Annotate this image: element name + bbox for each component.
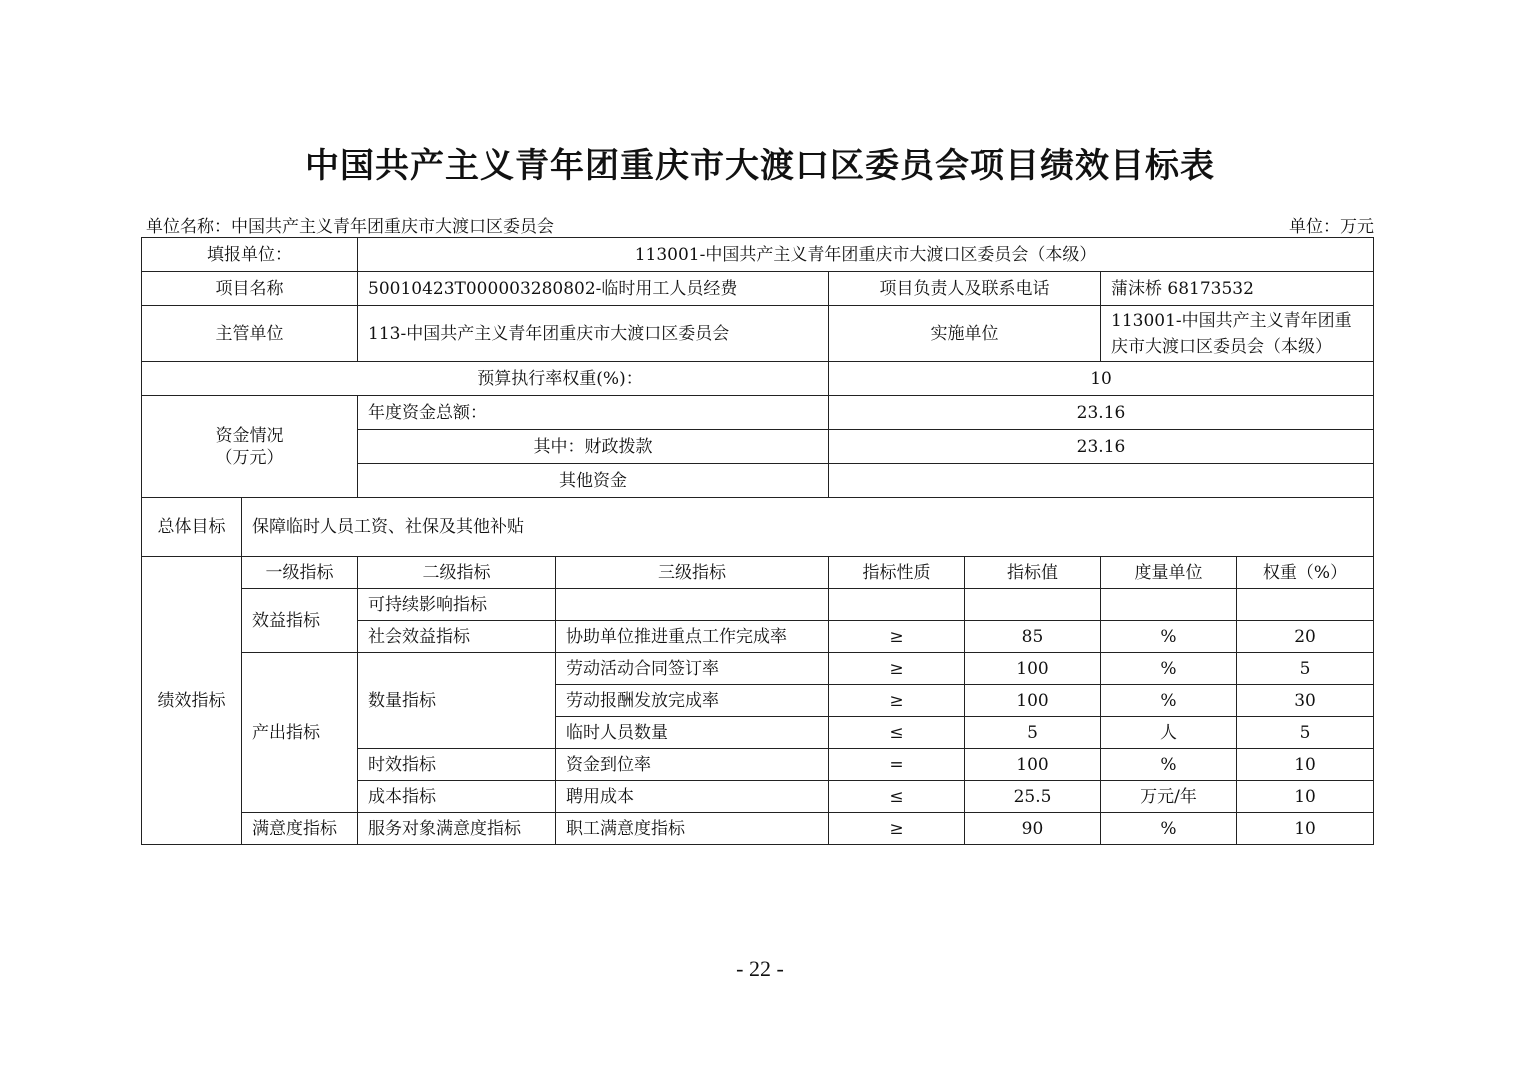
page-number: - 22 - (736, 956, 784, 981)
perf-label: 绩效指标 (142, 557, 242, 845)
supervisor-value: 113-中国共产主义青年团重庆市大渡口区委员会 (358, 306, 829, 362)
weight-cell: 20 (1237, 621, 1374, 653)
table-row (142, 653, 1374, 685)
unit-cell: % (1101, 685, 1237, 717)
nature-cell: = (829, 749, 965, 781)
header-level1: 一级指标 (242, 557, 358, 589)
nature-cell: ≥ (829, 621, 965, 653)
weight-cell: 10 (1237, 813, 1374, 845)
funds-label-line2: （万元） (215, 447, 284, 468)
unit-cell: 人 (1101, 717, 1237, 749)
performance-target-table (141, 237, 1374, 845)
header-value: 指标值 (965, 557, 1101, 589)
level2-cost: 成本指标 (358, 781, 556, 813)
contact-value: 蒲沫桥 68173532 (1101, 272, 1374, 306)
other-funds-label: 其他资金 (358, 464, 829, 498)
weight-cell: 10 (1237, 749, 1374, 781)
value-cell: 5 (965, 717, 1101, 749)
level1-satisfaction: 满意度指标 (242, 813, 358, 845)
header-unit: 度量单位 (1101, 557, 1237, 589)
value-cell: 100 (965, 749, 1101, 781)
level1-benefit: 效益指标 (242, 589, 358, 653)
nature-cell: ≤ (829, 717, 965, 749)
reporting-unit-label: 填报单位： (142, 238, 358, 272)
fiscal-value: 23.16 (829, 430, 1374, 464)
level2-service: 服务对象满意度指标 (358, 813, 556, 845)
level3-cell: 劳动活动合同签订率 (556, 653, 829, 685)
fiscal-label: 其中：财政拨款 (358, 430, 829, 464)
weight-cell (1237, 589, 1374, 621)
level3-cell: 临时人员数量 (556, 717, 829, 749)
project-name-value: 50010423T000003280802-临时用工人员经费 (358, 272, 829, 306)
unit-name: 单位名称：中国共产主义青年团重庆市大渡口区委员会 (146, 217, 554, 237)
level3-cell: 劳动报酬发放完成率 (556, 685, 829, 717)
header-level3: 三级指标 (556, 557, 829, 589)
level2-sustain: 可持续影响指标 (358, 589, 556, 621)
value-cell: 100 (965, 685, 1101, 717)
contact-label: 项目负责人及联系电话 (829, 272, 1101, 306)
other-funds-value (829, 464, 1374, 498)
implementer-value: 113001-中国共产主义青年团重庆市大渡口区委员会（本级） (1101, 306, 1374, 362)
budget-weight-value: 10 (829, 362, 1374, 396)
nature-cell: ≤ (829, 781, 965, 813)
weight-cell: 10 (1237, 781, 1374, 813)
weight-cell: 30 (1237, 685, 1374, 717)
project-name-label: 项目名称 (142, 272, 358, 306)
level3-cell (556, 589, 829, 621)
level1-output: 产出指标 (242, 653, 358, 813)
funds-label-line1: 资金情况 (215, 425, 284, 446)
unit-cell (1101, 589, 1237, 621)
header-nature: 指标性质 (829, 557, 965, 589)
value-cell (965, 589, 1101, 621)
supervisor-label: 主管单位 (142, 306, 358, 362)
header-weight: 权重（%） (1237, 557, 1374, 589)
implementer-label: 实施单位 (829, 306, 1101, 362)
unit-label: 单位：万元 (1289, 217, 1374, 237)
budget-weight-label: 预算执行率权重(%)： (142, 362, 829, 396)
nature-cell: ≥ (829, 813, 965, 845)
annual-total-value: 23.16 (829, 396, 1374, 430)
value-cell: 100 (965, 653, 1101, 685)
level3-cell: 协助单位推进重点工作完成率 (556, 621, 829, 653)
goal-value: 保障临时人员工资、社保及其他补贴 (242, 498, 1374, 557)
value-cell: 85 (965, 621, 1101, 653)
nature-cell: ≥ (829, 685, 965, 717)
level2-social: 社会效益指标 (358, 621, 556, 653)
header-level2: 二级指标 (358, 557, 556, 589)
weight-cell: 5 (1237, 653, 1374, 685)
level3-cell: 聘用成本 (556, 781, 829, 813)
weight-cell: 5 (1237, 717, 1374, 749)
unit-cell: % (1101, 621, 1237, 653)
unit-cell: 万元/年 (1101, 781, 1237, 813)
nature-cell: ≥ (829, 653, 965, 685)
reporting-unit-value: 113001-中国共产主义青年团重庆市大渡口区委员会（本级） (358, 238, 1374, 272)
value-cell: 25.5 (965, 781, 1101, 813)
nature-cell (829, 589, 965, 621)
level3-cell: 资金到位率 (556, 749, 829, 781)
table-row (142, 589, 1374, 621)
unit-cell: % (1101, 653, 1237, 685)
unit-cell: % (1101, 813, 1237, 845)
level2-quantity: 数量指标 (358, 653, 556, 749)
table-row (142, 813, 1374, 845)
goal-label: 总体目标 (142, 498, 242, 557)
funds-label (142, 396, 358, 498)
annual-total-label: 年度资金总额： (358, 396, 829, 430)
unit-cell: % (1101, 749, 1237, 781)
page-title: 中国共产主义青年团重庆市大渡口区委员会项目绩效目标表 (305, 146, 1215, 186)
level3-cell: 职工满意度指标 (556, 813, 829, 845)
level2-timeliness: 时效指标 (358, 749, 556, 781)
value-cell: 90 (965, 813, 1101, 845)
